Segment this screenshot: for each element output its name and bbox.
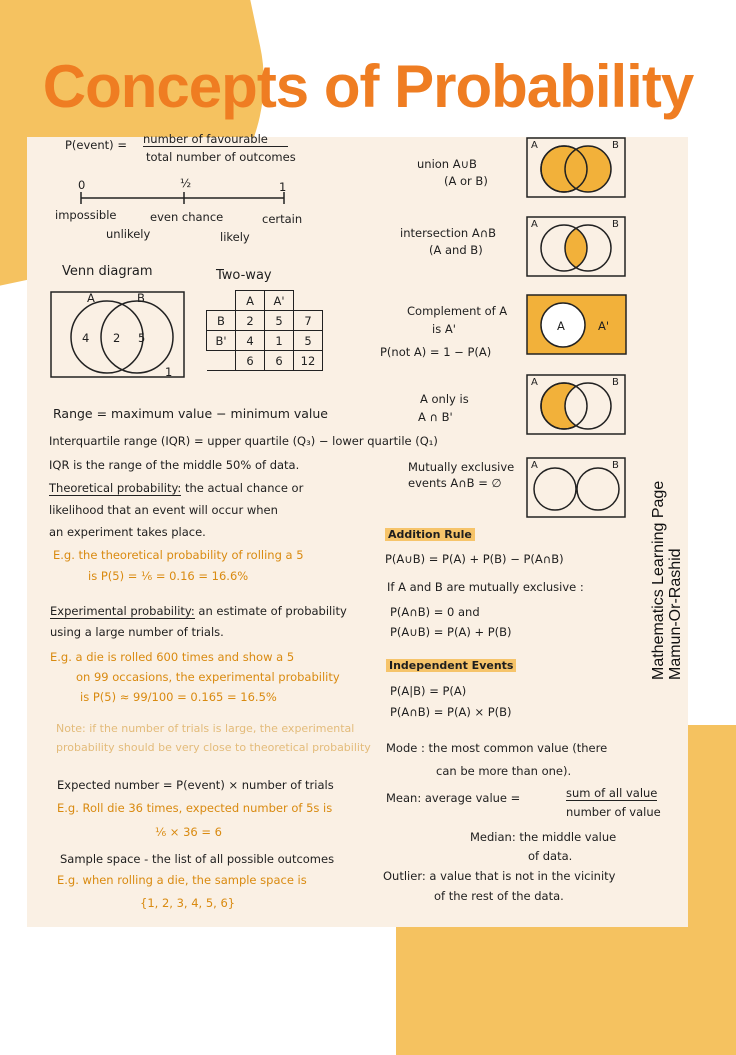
two-way-cell: 6 [236,351,265,371]
theoretical-term [49,481,303,495]
experimental-def2: using a large number of trials. [50,625,224,639]
two-way-cell: 4 [236,331,265,351]
addition-rule-condition: If A and B are mutually exclusive : [387,580,584,594]
theoretical-example-1: E.g. the theoretical probability of rolling a 5 [53,548,304,562]
two-way-header-a-prime: A' [265,291,294,311]
complement-label-a: A [557,319,565,333]
median-line-2: of data. [528,849,573,863]
scale-impossible: impossible [55,208,117,222]
experimental-example-1: E.g. a die is rolled 600 times and show a 5 [50,650,295,664]
prob-denominator: total number of outcomes [146,150,296,164]
theoretical-def1: the actual chance or [184,481,304,495]
two-way-cell: B [207,311,236,331]
intersection-label-b: B [612,219,619,230]
mutually-exclusive-line-1: Mutually exclusive [408,460,515,474]
scale-one: 1 [279,180,287,194]
complement-formula: P(not A) = 1 − P(A) [380,345,492,359]
outlier-line-1: Outlier: a value that is not in the vicinity [383,869,616,883]
outlier-line-2: of the rest of the data. [434,889,564,903]
sample-space-def: Sample space - the list of all possible outcomes [60,852,335,866]
theoretical-term-text: Theoretical probability: [49,481,182,495]
two-way-header-spacer [294,291,323,311]
two-way-cell: 12 [294,351,323,371]
venn-value-only-b: 5 [138,331,146,345]
complement-line-1: Complement of A [407,304,508,318]
scale-unlikely: unlikely [106,227,151,241]
venn-value-outside: 1 [165,365,173,379]
complement-venn [526,294,628,356]
expected-formula: Expected number = P(event) × number of trials [57,778,334,792]
independent-heading [386,659,516,672]
two-way-label: Two-way [216,268,272,283]
iqr-formula: Interquartile range (IQR) = upper quartile (Q₃) − lower quartile (Q₁) [49,434,438,448]
union-label-a: A [531,140,538,151]
venn-diagram-label: Venn diagram [62,264,153,279]
mean-denominator: number of value [566,805,661,819]
expected-calc: ⅙ × 36 = 6 [155,825,222,839]
sample-space-set: {1, 2, 3, 4, 5, 6} [140,896,236,910]
scale-zero: 0 [78,178,86,192]
theoretical-example-2: is P(5) = ⅙ = 0.16 = 16.6% [88,569,249,583]
mutually-exclusive-label-a: A [531,460,538,471]
scale-certain: certain [262,212,303,226]
side-credit [650,481,684,680]
two-way-header-a: A [236,291,265,311]
scale-likely: likely [220,230,250,244]
complement-line-2: is A' [432,322,456,336]
intersection-line-1: intersection A∩B [400,226,497,240]
two-way-cell [207,351,236,371]
venn-label-b: B [137,291,145,305]
scale-half: ½ [180,176,192,190]
two-way-cell: 5 [265,311,294,331]
prob-numerator: number of favourable [143,132,288,147]
two-way-cell: 7 [294,311,323,331]
union-label-b: B [612,140,619,151]
side-credit-line-2: Mamun-Or-Rashid [667,548,684,680]
two-way-corner [207,291,236,311]
venn-value-only-a: 4 [82,331,90,345]
sample-space-example: E.g. when rolling a die, the sample space is [57,873,307,887]
scale-even: even chance [150,210,224,224]
complement-label-a-prime: A' [598,319,610,333]
mode-line-2: can be more than one). [436,764,572,778]
addition-rule-heading [385,528,475,541]
experimental-def1: an estimate of probability [198,604,347,618]
two-way-cell: 5 [294,331,323,351]
theoretical-def2: likelihood that an event will occur when [49,503,278,517]
union-line-1: union A∪B [417,157,477,171]
mutually-exclusive-label-b: B [612,460,619,471]
venn-label-a: A [87,291,95,305]
side-credit-line-1: Mathematics Learning Page [650,480,667,680]
experimental-example-3: is P(5) ≈ 99/100 = 0.165 = 16.5% [80,690,277,704]
two-way-cell: 6 [265,351,294,371]
experimental-term-text: Experimental probability: [50,604,195,618]
mode-line-1: Mode : the most common value (there [386,741,608,755]
venn-value-both: 2 [113,331,121,345]
addition-rule-formula: P(A∪B) = P(A) + P(B) − P(A∩B) [385,552,564,566]
a-only-label-b: B [612,377,619,388]
iqr-description: IQR is the range of the middle 50% of data. [49,458,300,472]
addition-rule-heading-text: Addition Rule [385,528,475,541]
experimental-term [50,604,347,618]
independent-heading-text: Independent Events [386,659,516,672]
union-line-2: (A or B) [444,174,488,188]
probability-scale-line [76,190,290,206]
independent-f1: P(A|B) = P(A) [390,684,467,698]
mean-lhs: Mean: average value = [386,791,521,805]
two-way-table [206,290,323,371]
note-line-2: probability should be very close to theoretical probability [56,741,371,754]
median-line-1: Median: the middle value [470,830,617,844]
two-way-cell: 1 [265,331,294,351]
two-way-cell: 2 [236,311,265,331]
range-formula: Range = maximum value − minimum value [53,406,328,421]
addition-rule-f1: P(A∩B) = 0 and [390,605,480,619]
experimental-example-2: on 99 occasions, the experimental probability [76,670,340,684]
mean-numerator: sum of all value [566,786,658,800]
addition-rule-f2: P(A∪B) = P(A) + P(B) [390,625,512,639]
intersection-line-2: (A and B) [429,243,483,257]
mutually-exclusive-line-2: events A∩B = ∅ [408,476,502,490]
a-only-line-2: A ∩ B' [418,410,453,424]
note-line-1: Note: if the number of trials is large, the experimental [56,722,355,735]
expected-example: E.g. Roll die 36 times, expected number of 5s is [57,801,333,815]
intersection-label-a: A [531,219,538,230]
prob-lhs: P(event) = [65,138,127,152]
two-way-cell: B' [207,331,236,351]
theoretical-def3: an experiment takes place. [49,525,206,539]
page-title: Concepts of Probability [42,53,694,120]
independent-f2: P(A∩B) = P(A) × P(B) [390,705,512,719]
a-only-label-a: A [531,377,538,388]
a-only-line-1: A only is [420,392,469,406]
